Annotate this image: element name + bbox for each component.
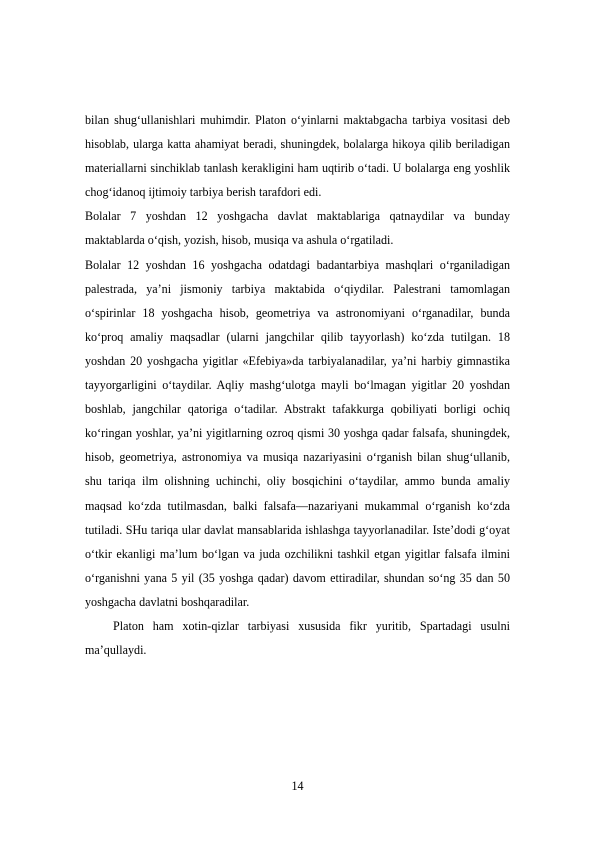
paragraph-3: Bolalar 12 yoshdan 16 yoshgacha odatdagi badantarbiya mashqlari o‘rganiladigan palestrada, ya’ni jismoniy tarbiya maktabida o‘qiydilar. Palestrani tamomlagan o‘spirinlar 18 yoshgacha hisob, geometriya va astronomiyani o‘rganadilar, bunda ko‘proq amaliy maqsadlar (ularni jangchilar qilib tayyorlash) ko‘zda tutilgan. 18 yoshdan 20 yoshgacha yigitlar «Efebiya»da tarbiyalanadilar, ya’ni harbiy gimnastika tayyorgarligini o‘taydilar. Aqliy mashg‘ulotga mayli bo‘lmagan yigitlar 20 yoshdan boshlab, jangchilar qatoriga o‘tadilar. Abstrakt tafakkurga qobiliyati borligi ochiq ko‘ringan yoshlar, ya’ni yigitlarning ozroq qismi 30 yoshga qadar falsafa, shuningdek, hisob, geometriya, astronomiya va musiqa nazariyasini o‘rganish bilan shug‘ullanib, shu tariqa ilm olishning uchinchi, oliy bosqichini o‘taydilar, ammo bunda amaliy maqsad ko‘zda tutilmasdan, balki falsafa—nazariyani mukammal o‘rganish ko‘zda tutiladi. SHu tariqa ular davlat mansablarida ishlashga tayyorlanadilar. Iste’dodi g‘oyat o‘tkir ekanligi ma’lum bo‘lgan va juda ozchilikni tashkil etgan yigitlar falsafa ilmini o‘rganishni yana 5 yil (35 yoshga qadar) davom ettiradilar, shundan so‘ng 35 dan 50 yoshgacha davlatni boshqaradilar. [85,257,510,609]
paragraph-2: Bolalar 7 yoshdan 12 yoshgacha davlat maktablariga qatnaydilar va bunday maktablarda o‘qish, yozish, hisob, musiqa va ashula o‘rgatiladi. [85,209,510,248]
paragraph-4: Platon ham xotin-qizlar tarbiyasi xususida fikr yuritib, Spartadagi usulni ma’qullaydi. [85,618,510,658]
paragraph-1: bilan shug‘ullanishlari muhimdir. Platon o‘yinlarni maktabgacha tarbiya vositasi deb hisoblab, ularga katta ahamiyat beradi, shuningdek, bolalarga hikoya qilib beriladigan materiallarni sinchiklab tanlash kerakligini ham uqtirib o‘tadi. U bolalarga eng yoshlik chog‘idanoq ijtimoiy tarbiya berish tarafdori edi. [85,113,510,200]
body-text [85,108,510,662]
page-number: 14 [291,779,304,793]
